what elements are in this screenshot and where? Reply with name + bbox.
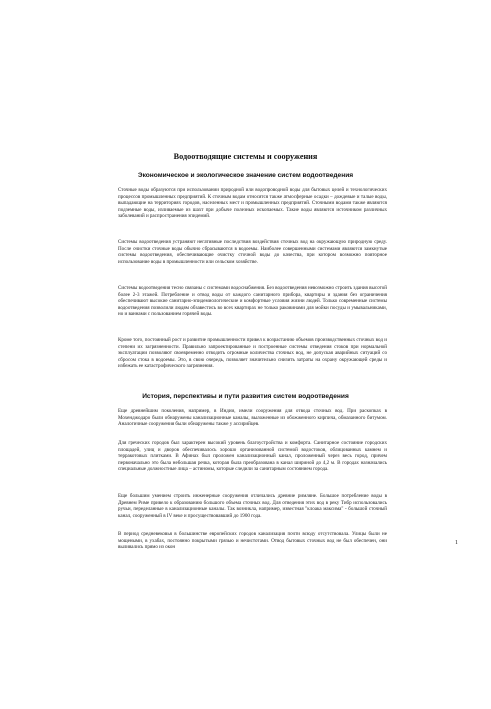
section2-paragraph-1: Еще древнейшим поколения, например, в Индии, имели сооружения для отвода сточных вод. При раскопках в Мохенджодаро были обнаружены канализационные каналы, выложенные из обожженного кирпича, обмазанного битумом. Аналогичные сооружения были обнаружены также у ассирийцев.	[118, 408, 387, 428]
section2-paragraph-2: Для греческих городов был характерен высокий уровень благоустройства и комфорта. Санитарное состояние городских площадей, улиц и дворов обеспечивалось хорошо организованной системой водостоков, облицованных камнем и терракотовых плитками. В Афинах был проложен канализационный канал, проложенный через весь город, причем первоначально это была небольшая речка, которая была преобразована в канал шириной до 4,2 м. В городах назначались специальные должностные лица – астиномы, которые следили за санитарным состоянием города.	[118, 440, 387, 473]
page-number: 1	[455, 540, 458, 546]
document-title: Водоотводящие системы и сооружения	[173, 152, 318, 161]
section1-paragraph-1: Сточные воды образуются при использовании природной или водопроводной воды для бытовых целей и технологических процессов промышленных предприятий. К сточным водам относятся также атмосферные осадки – дождевые и талые воды, выпадающие на территориях городов, населенных мест и промышленных предприятий. Сточными водами также являются подземные воды, изливаемые из шахт при добыче полезных ископаемых. Такие воды являются источником различных заболеваний и распространения эпидемий.	[118, 187, 387, 220]
section1-paragraph-2: Системы водоотведения устраняют негативные последствия воздействия сточных вод на окружающую природную среду. После очистки сточные воды обычно сбрасываются в водоемы. Наиболее совершенными системами являются замкнутые системы водоотведения, обеспечивающие очистку сточной воды до качества, при котором возможно повторное использование воды в промышленности или сельском хозяйстве.	[118, 239, 387, 265]
section1-heading: Экономическое и экологическое значение систем водоотведения	[137, 172, 354, 179]
section2-paragraph-4: В период средневековья в большинстве европейских городов канализация почти всюду отсутствовала. Улицы были не мощеными, в ухабах, постоянно покрытыми грязью и нечистотами. Отвод бытовых сточных вод не был обеспечен, они выливались прямо из окон	[118, 531, 387, 551]
section2-heading: История, перспективы и пути развития систем водоотведения	[142, 393, 349, 400]
section1-paragraph-4: Кроме того, постоянный рост и развитие промышленности привел к возрастанию объемов производственных сточных вод и степени их загрязненности. Правильно запроектированные и построенные системы отведения стоков при нормальной эксплуатации позволяют своевременно отводить огромные количества сточных вод, не допуская аварийных ситуаций со сбросом стока в водоемы. Это, в свою очередь, позволяет значительно снизить затраты на охрану окружающей среды и избежать ее катастрофического загрязнения.	[118, 337, 387, 370]
section1-paragraph-3: Системы водоотведения тесно связаны с системами водоснабжения. Без водоотведения невозможно строить здания высотой более 2-3 этажей. Потребление и отвод воды от каждого санитарного прибора, квартиры и здания без ограничения обеспечивают высокие санитарно-эпидемиологические и комфортные условия жизни людей. Только современные системы водоотведения позволили людям обзавестись во всех квартирах не только раковинами для мойки посуды и умывальниками, но и ваннами с пользованием горячей воды.	[118, 285, 387, 318]
section2-paragraph-3: Еще большим умением строить инженерные сооружения отличались древние римляне. Большое потребление воды в Древнем Риме привело к образованию большого объема сточных вод. Для отведения этих вод в реку Тибр использовались ручьи, переделанные в канализационные каналы. Так возникла, например, известная "клоака максима" - большой сточный канал, сооруженный в IV веке и просуществовавший до 1900 года.	[118, 493, 387, 519]
